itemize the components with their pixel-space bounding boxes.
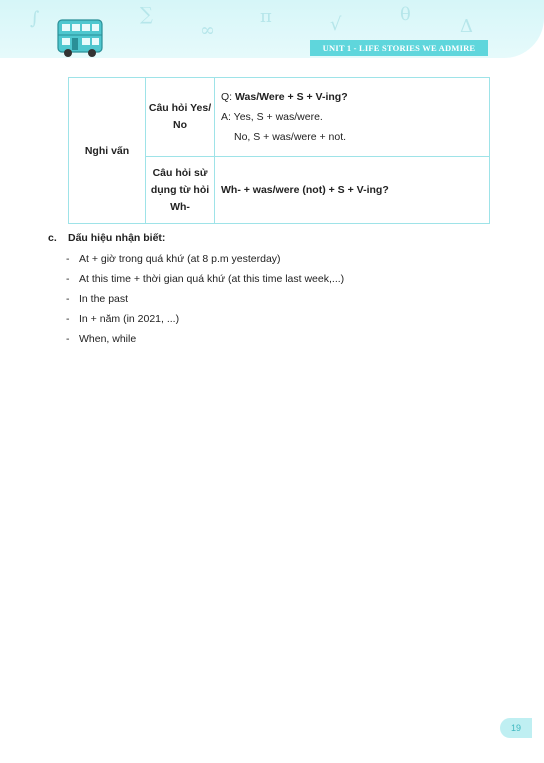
grammar-table [68, 77, 490, 224]
unit-title: UNIT 1 - LIFE STORIES WE ADMIRE [310, 40, 488, 56]
section-title: Dấu hiệu nhận biết: [68, 232, 166, 244]
header-doodle: Δ [460, 16, 473, 37]
list-item: - At + giờ trong quá khứ (at 8 p.m yesterday) [66, 253, 281, 265]
section-heading [48, 229, 344, 247]
wh-formula: Wh- + was/were (not) + S + V-ing? [215, 157, 490, 224]
answer-line-1: A: Yes, S + was/were. [221, 111, 323, 123]
double-decker-bus-icon [56, 18, 106, 58]
answer-line-2: No, S + was/were + not. [234, 131, 347, 143]
list-item: - In + năm (in 2021, ...) [66, 313, 180, 325]
yesno-formula-cell [215, 78, 490, 157]
page-header [0, 0, 544, 58]
list-item-text: When, while [79, 333, 137, 345]
q-formula: Was/Were + S + V-ing? [235, 91, 348, 103]
wh-label-text: Câu hỏi sử dụng từ hỏi Wh- [150, 166, 210, 213]
row-label: Nghi vấn [69, 78, 146, 224]
list-item-text: In the past [79, 293, 129, 305]
header-doodle: ∫ [30, 8, 40, 29]
list-item-text: At this time + thời gian quá khứ (at this time last week,...) [79, 273, 345, 285]
list-item: - At this time + thời gian quá khứ (at this time last week,...) [66, 273, 345, 285]
yesno-label-text: Câu hỏi Yes/ No [148, 102, 212, 131]
section-signs [48, 229, 344, 349]
list-item: - In the past [66, 293, 129, 305]
list-item-text: In + năm (in 2021, ...) [79, 313, 180, 325]
yesno-label [146, 78, 215, 157]
header-doodle: ∞ [200, 20, 215, 41]
section-letter: c. [48, 232, 57, 244]
question-line [221, 87, 488, 107]
q-prefix: Q: [221, 91, 236, 103]
wh-label [146, 157, 215, 224]
table-row [69, 78, 490, 157]
page-number: 19 [500, 718, 532, 738]
header-doodle: θ [400, 4, 411, 25]
header-doodle: √ [330, 14, 342, 35]
signs-list [48, 249, 344, 349]
header-doodle: π [260, 6, 272, 27]
header-doodle: ∑ [140, 4, 153, 25]
list-item: - When, while [66, 333, 137, 345]
list-item-text: At + giờ trong quá khứ (at 8 p.m yesterday) [79, 253, 281, 265]
